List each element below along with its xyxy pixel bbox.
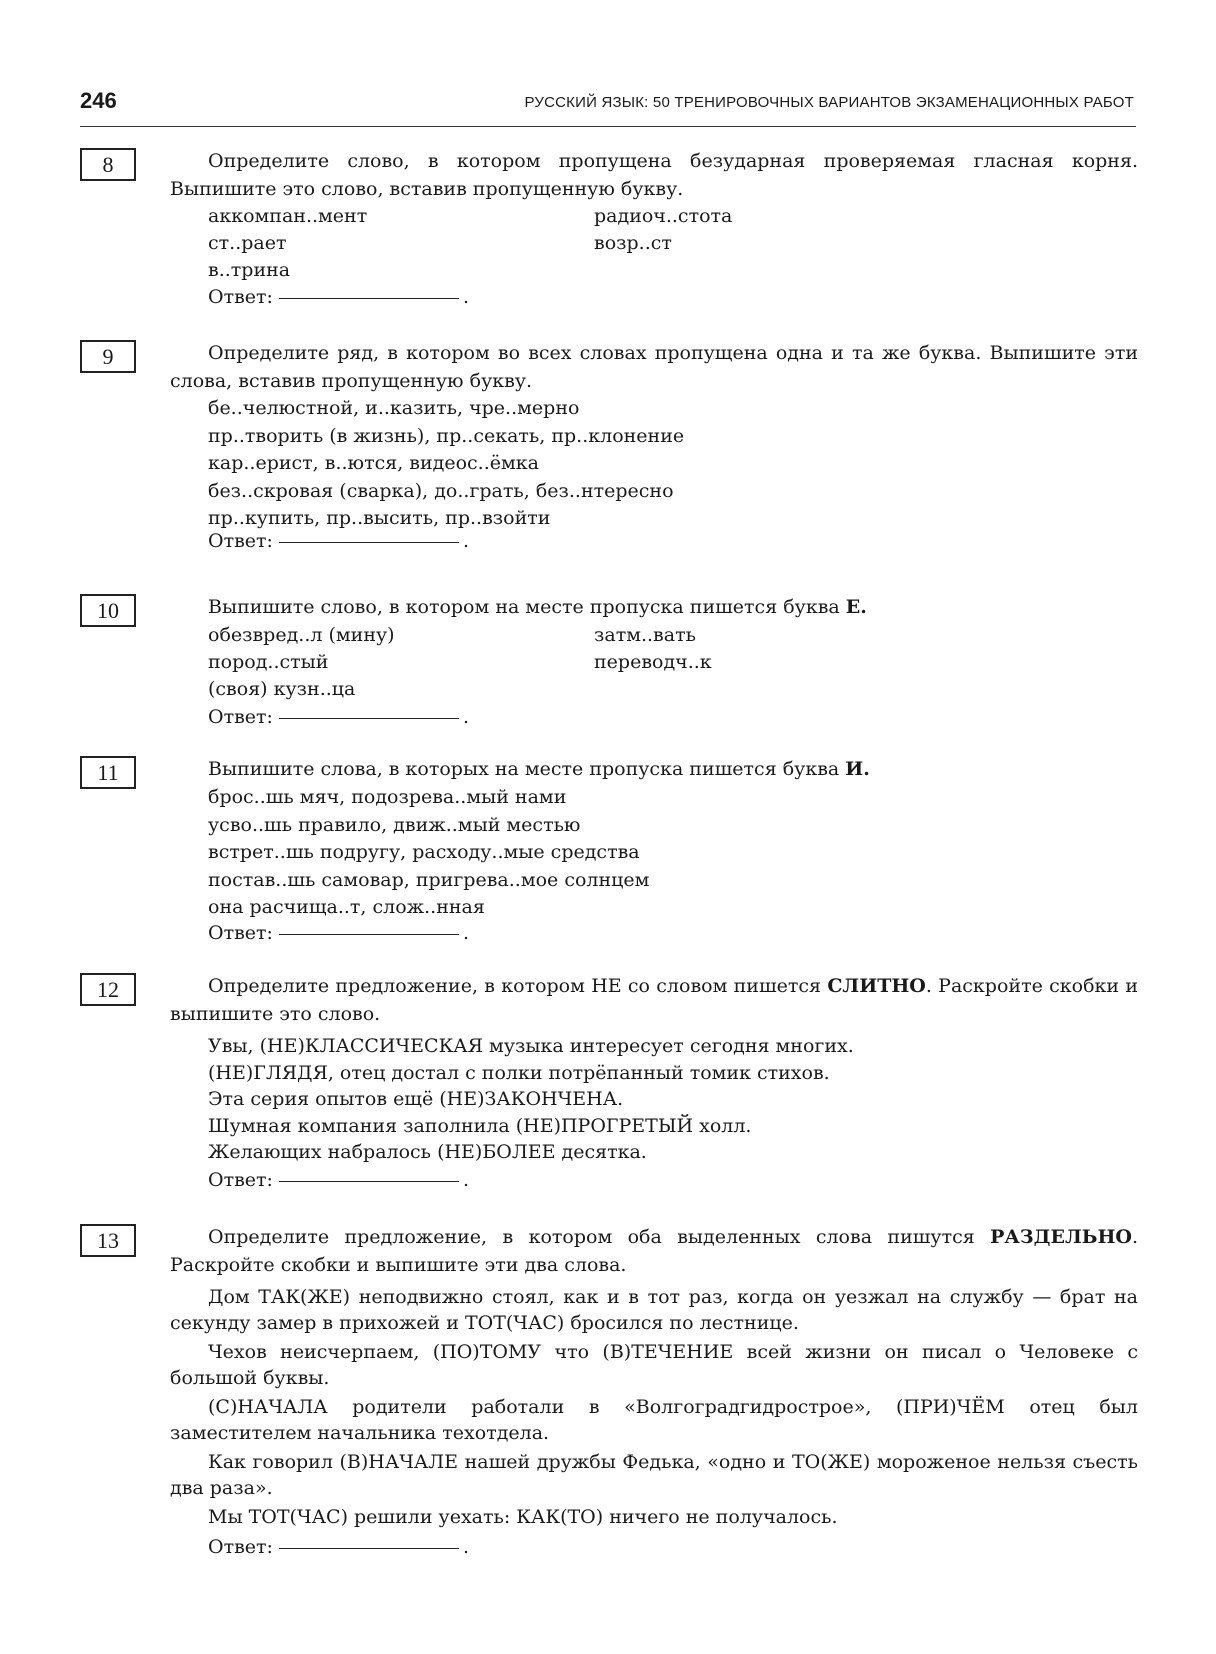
option: переводч..к bbox=[594, 651, 712, 673]
answer-end: . bbox=[462, 922, 469, 944]
task-number: 8 bbox=[80, 148, 136, 181]
option-row: бе..челюстной, и..казить, чре..мерно bbox=[208, 397, 580, 419]
answer-blank[interactable] bbox=[279, 1548, 459, 1549]
target-letter: И. bbox=[845, 758, 870, 780]
task-9 bbox=[80, 340, 1138, 565]
answer-label: Ответ: bbox=[208, 530, 273, 552]
task-question: Выпишите слово, в котором на месте пропуска пишется буква Е. bbox=[208, 596, 867, 618]
book-title: РУССКИЙ ЯЗЫК: 50 ТРЕНИРОВОЧНЫХ ВАРИАНТОВ ЭКЗАМЕНАЦИОННЫХ РАБОТ bbox=[524, 94, 1134, 111]
answer-label: Ответ: bbox=[208, 1169, 273, 1191]
option-row: брос..шь мяч, подозрева..мый нами bbox=[208, 786, 567, 808]
task-number: 9 bbox=[80, 340, 136, 373]
option-row: усво..шь правило, движ..мый местью bbox=[208, 813, 581, 836]
answer-end: . bbox=[462, 530, 469, 552]
answer-label: Ответ: bbox=[208, 286, 273, 308]
answer-field[interactable] bbox=[208, 922, 469, 944]
task-question: Определите предложение, в котором НЕ со словом пишется СЛИТНО. Раскройте скобки и выпишите это слово. bbox=[170, 975, 1138, 1025]
answer-end: . bbox=[462, 286, 469, 308]
option-row: пр..купить, пр..высить, пр..взойти bbox=[208, 507, 551, 529]
task-options bbox=[208, 203, 1138, 288]
task-8 bbox=[80, 148, 1138, 318]
target-letter: Е. bbox=[845, 596, 867, 618]
task-options bbox=[208, 622, 1138, 707]
task-number: 12 bbox=[80, 973, 136, 1006]
answer-label: Ответ: bbox=[208, 706, 273, 728]
answer-field[interactable] bbox=[208, 286, 469, 308]
task-options bbox=[208, 395, 1138, 533]
task-12 bbox=[80, 973, 1138, 1198]
option-row: кар..ерист, в..ются, видеос..ёмка bbox=[208, 452, 539, 474]
option-row: она расчища..т, слож..нная bbox=[208, 896, 485, 918]
task-number: 13 bbox=[80, 1224, 136, 1257]
task-options bbox=[208, 784, 1138, 922]
task-question: Определите предложение, в котором оба выделенных слова пишутся РАЗДЕЛЬНО. Раскройте скобки и выпишите эти два слова. bbox=[170, 1226, 1138, 1276]
option: затм..вать bbox=[594, 624, 696, 646]
sentence-option: Дом ТАК(ЖЕ) неподвижно стоял, как и в тот раз, когда он уезжал на службу — брат на секунду замер в прихожей и ТОТ(ЧАС) бросился по лестнице. bbox=[170, 1286, 1138, 1334]
option-row: Желающих набралось (НЕ)БОЛЕЕ десятка. bbox=[208, 1141, 647, 1163]
emphasis: РАЗДЕЛЬНО bbox=[990, 1226, 1132, 1248]
answer-blank[interactable] bbox=[279, 718, 459, 719]
option: в..трина bbox=[208, 259, 291, 281]
page-header bbox=[80, 88, 1136, 127]
answer-label: Ответ: bbox=[208, 1536, 273, 1558]
answer-label: Ответ: bbox=[208, 922, 273, 944]
page-number: 246 bbox=[80, 88, 117, 113]
option-row: встрет..шь подругу, расходу..мые средства bbox=[208, 841, 640, 863]
option: аккомпан..мент bbox=[208, 205, 368, 227]
answer-field[interactable] bbox=[208, 1536, 469, 1558]
option-row: постав..шь самовар, пригрева..мое солнцем bbox=[208, 868, 650, 891]
task-number: 10 bbox=[80, 594, 136, 627]
option: радиоч..стота bbox=[594, 205, 733, 227]
option-row: Увы, (НЕ)КЛАССИЧЕСКАЯ музыка интересует сегодня многих. bbox=[208, 1035, 854, 1057]
task-question: Определите слово, в котором пропущена безударная проверяемая гласная корня. Выпишите это слово, вставив пропущенную букву. bbox=[170, 150, 1138, 200]
task-number: 11 bbox=[80, 756, 136, 789]
answer-blank[interactable] bbox=[279, 934, 459, 935]
sentence-option: Чехов неисчерпаем, (ПО)ТОМУ что (В)ТЕЧЕНИЕ всей жизни он писал о Человеке с большой буквы. bbox=[170, 1341, 1138, 1389]
task-question: Определите ряд, в котором во всех словах пропущена одна и та же буква. Выпишите эти слова, вставив пропущенную букву. bbox=[170, 342, 1138, 392]
option: (своя) кузн..ца bbox=[208, 678, 356, 700]
sentence-option: Мы ТОТ(ЧАС) решили уехать: КАК(ТО) ничего не получалось. bbox=[208, 1506, 838, 1528]
answer-field[interactable] bbox=[208, 706, 469, 728]
option: ст..рает bbox=[208, 232, 287, 254]
task-options bbox=[208, 1033, 1138, 1166]
option-row: без..скровая (сварка), до..грать, без..нтересно bbox=[208, 479, 674, 502]
option-row: (НЕ)ГЛЯДЯ, отец достал с полки потрёпанный томик стихов. bbox=[208, 1061, 830, 1084]
emphasis: СЛИТНО bbox=[827, 975, 926, 997]
sentence-option: (С)НАЧАЛА родители работали в «Волгоградгидрострое», (ПРИ)ЧЁМ отец был заместителем начальника техотдела. bbox=[170, 1396, 1138, 1444]
option: обезвред..л (мину) bbox=[208, 624, 395, 646]
option-row: Шумная компания заполнила (НЕ)ПРОГРЕТЫЙ холл. bbox=[208, 1114, 752, 1137]
task-question: Выпишите слова, в которых на месте пропуска пишется буква И. bbox=[208, 758, 870, 780]
answer-blank[interactable] bbox=[279, 542, 459, 543]
answer-field[interactable] bbox=[208, 530, 469, 552]
answer-blank[interactable] bbox=[279, 298, 459, 299]
option-row: Эта серия опытов ещё (НЕ)ЗАКОНЧЕНА. bbox=[208, 1088, 624, 1110]
answer-end: . bbox=[462, 706, 469, 728]
answer-end: . bbox=[462, 1169, 469, 1191]
sentence-option: Как говорил (В)НАЧАЛЕ нашей дружбы Федька, «одно и ТО(ЖЕ) мороженое нельзя съесть два раза». bbox=[170, 1451, 1138, 1499]
option: возр..ст bbox=[594, 232, 672, 254]
task-10 bbox=[80, 594, 1138, 734]
option: пород..стый bbox=[208, 651, 329, 673]
task-13 bbox=[80, 1224, 1138, 1564]
answer-blank[interactable] bbox=[279, 1181, 459, 1182]
answer-field[interactable] bbox=[208, 1169, 469, 1191]
answer-end: . bbox=[462, 1536, 469, 1558]
option-row: пр..творить (в жизнь), пр..секать, пр..клонение bbox=[208, 424, 685, 447]
task-11 bbox=[80, 756, 1138, 951]
